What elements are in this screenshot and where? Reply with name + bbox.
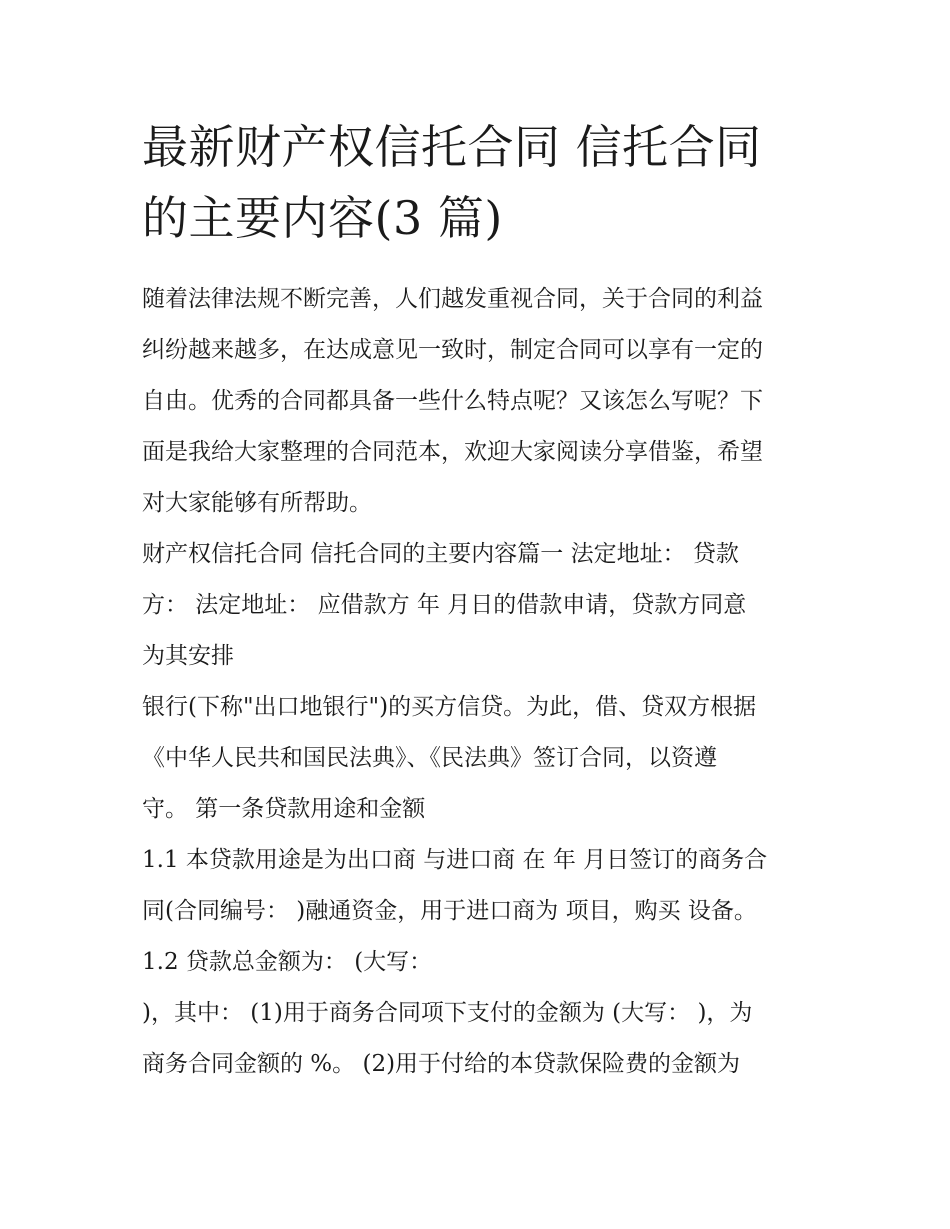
document-body xyxy=(142,274,822,1090)
body-line: 商务合同金额的 %。 (2)用于付给的本贷款保险费的金额为 xyxy=(142,1051,741,1077)
body-line: 随着法律法规不断完善，人们越发重视合同，关于合同的利益 xyxy=(142,286,763,312)
body-line: 1.1 本贷款用途是为出口商 与进口商 在 年 月日签订的商务合 xyxy=(142,847,768,873)
body-line: 面是我给大家整理的合同范本，欢迎大家阅读分享借鉴，希望 xyxy=(142,439,763,465)
body-line: 纠纷越来越多，在达成意见一致时，制定合同可以享有一定的 xyxy=(142,337,763,363)
body-line: 为其安排 xyxy=(142,643,234,669)
body-line: 同(合同编号： )融通资金，用于进口商为 项目，购买 设备。 xyxy=(142,898,757,924)
body-line: 1.2 贷款总金额为： (大写： xyxy=(142,949,433,975)
title-line: 的主要内容(3 篇) xyxy=(142,191,503,245)
body-line: 方： 法定地址： 应借款方 年 月日的借款申请，贷款方同意 xyxy=(142,592,747,618)
body-line: 自由。优秀的合同都具备一些什么特点呢？又该怎么写呢？下 xyxy=(142,388,763,414)
body-line: 《中华人民共和国民法典》、《民法典》签订合同，以资遵 xyxy=(142,745,717,771)
document-title xyxy=(142,112,822,254)
body-line: 守。 第一条贷款用途和金额 xyxy=(142,796,426,822)
body-line: 对大家能够有所帮助。 xyxy=(142,490,372,516)
body-line: )，其中： (1)用于商务合同项下支付的金额为 (大写： )，为 xyxy=(142,1000,753,1026)
body-line: 银行(下称"出口地银行")的买方信贷。为此，借、贷双方根据 xyxy=(142,694,757,720)
document-page xyxy=(142,112,822,1090)
title-line: 最新财产权信托合同 信托合同 xyxy=(142,120,762,174)
body-line: 财产权信托合同 信托合同的主要内容篇一 法定地址： 贷款 xyxy=(142,541,739,567)
